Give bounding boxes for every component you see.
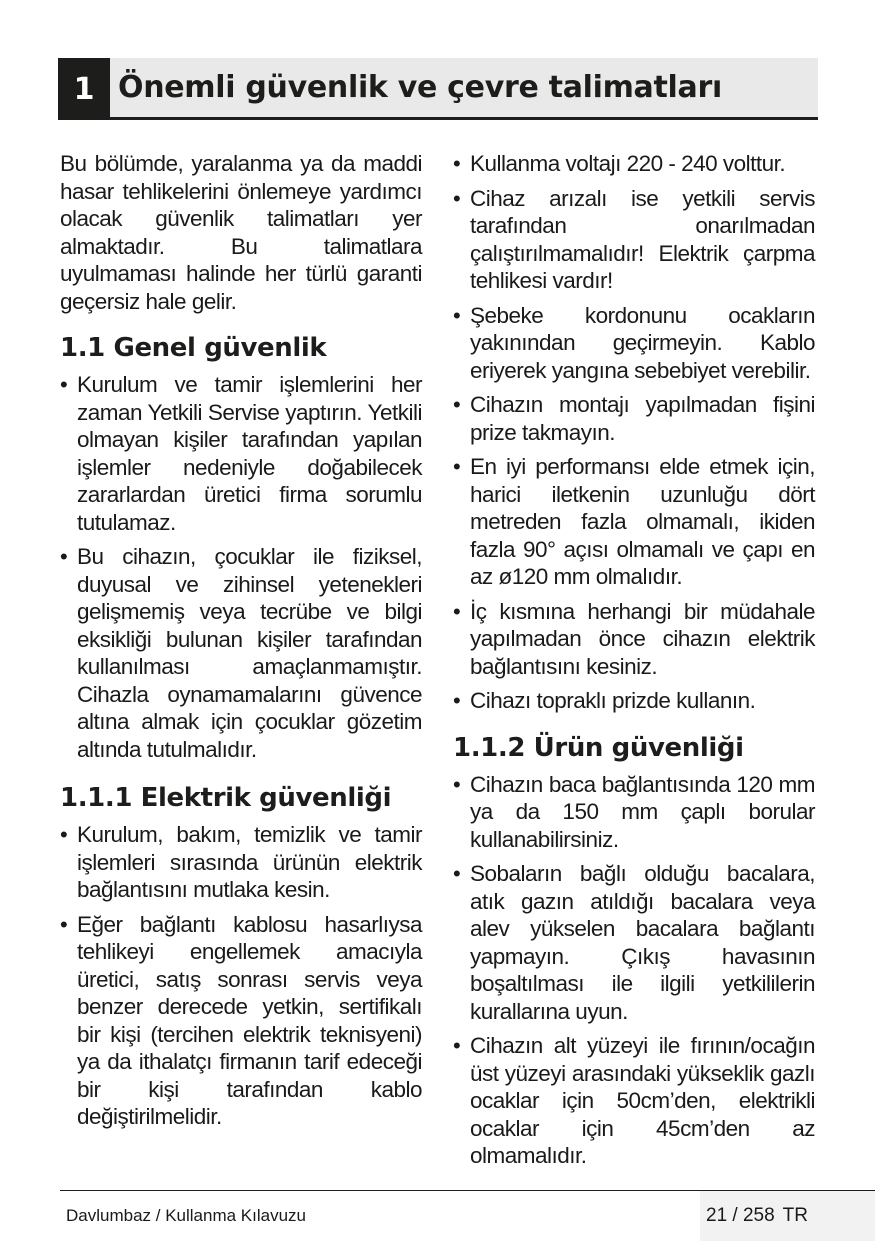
left-column: [60, 150, 422, 1138]
list-item: • En iyi performansı elde etmek için, harici iletkenin uzunluğu dört metreden fazla olmamalı, ikiden fazla 90° açısı olmamalı ve çapı en az ø120 mm olmalıdır.: [453, 453, 815, 591]
language-code: TR: [782, 1205, 808, 1226]
list-item: • Cihazın montajı yapılmadan fişini prize takmayın.: [453, 391, 815, 446]
heading-product-safety: 1.1.2 Ürün güvenliği: [453, 732, 744, 763]
electrical-safety-list: [60, 821, 422, 1131]
heading-general-safety: 1.1 Genel güvenlik: [60, 333, 327, 363]
footer-page-info: [700, 1191, 875, 1241]
intro-paragraph: Bu bölümde, yaralanma ya da maddi hasar tehlikelerini önlemeye yardımcı olacak güvenlik talimatları yer almaktadır. Bu talimatlara uyulmaması halinde her türlü garanti geçersiz hale gelir.: [60, 151, 422, 314]
chapter-title: Önemli güvenlik ve çevre talimatları: [110, 58, 818, 120]
list-item: • İç kısmına herhangi bir müdahale yapılmadan önce cihazın elektrik bağlantısını kesiniz.: [453, 598, 815, 681]
list-item: • Cihaz arızalı ise yetkili servis tarafından onarılmadan çalıştırılmamalıdır! Elektrik çarpma tehlikesi vardır!: [453, 185, 815, 295]
list-item: • Kullanma voltajı 220 - 240 volttur.: [453, 150, 815, 178]
page-number: 21 / 258: [706, 1205, 775, 1226]
list-item: • Eğer bağlantı kablosu hasarlıysa tehlikeyi engellemek amacıyla üretici, satış sonrası servis veya benzer derecede yetkin, sertifikalı bir kişi (tercihen elektrik teknisyeni) ya da ithalatçı firmanın tarif edeceği bir kişi tarafından kablo değiştirilmelidir.: [60, 911, 422, 1131]
electrical-safety-list-continued: [453, 150, 815, 715]
list-item: • Kurulum, bakım, temizlik ve tamir işlemleri sırasında ürünün elektrik bağlantısını mutlaka kesin.: [60, 821, 422, 904]
list-item: • Cihazın baca bağlantısında 120 mm ya da 150 mm çaplı borular kullanabilirsiniz.: [453, 771, 815, 854]
footer-document-title: Davlumbaz / Kullanma Kılavuzu: [66, 1206, 307, 1225]
general-safety-list: [60, 371, 422, 763]
list-item: • Sobaların bağlı olduğu bacalara, atık gazın atıldığı bacalara veya alev yükselen bacalara bağlantı yapmayın. Çıkış havasının boşaltılması ile ilgili yetkililerin kurallarına uyun.: [453, 860, 815, 1025]
right-column: [453, 150, 815, 1177]
list-item: • Cihazın alt yüzeyi ile fırının/ocağın üst yüzeyi arasındaki yükseklik gazlı ocaklar için 50cm’den, elektrikli ocaklar için 45cm’den az olmamalıdır.: [453, 1032, 815, 1170]
heading-electrical-safety: 1.1.1 Elektrik güvenliği: [60, 783, 392, 813]
chapter-header: [58, 58, 818, 120]
product-safety-list: [453, 771, 815, 1170]
list-item: • Kurulum ve tamir işlemlerini her zaman Yetkili Servise yaptırın. Yetkili olmayan kişiler tarafından yapılan işlemler nedeniyle doğabilecek zararlardan üretici firma sorumlu tutulamaz.: [60, 371, 422, 536]
list-item: • Şebeke kordonunu ocakların yakınından geçirmeyin. Kablo eriyerek yangına sebebiyet verebilir.: [453, 302, 815, 385]
chapter-number: 1: [58, 58, 110, 120]
list-item: • Bu cihazın, çocuklar ile fiziksel, duyusal ve zihinsel yetenekleri gelişmemiş veya tecrübe ve bilgi eksikliği bulunan kişiler tarafından kullanılması amaçlanmamıştır. Cihazla oynamamalarını güvence altına almak için çocuklar gözetim altında tutulmalıdır.: [60, 543, 422, 763]
list-item: • Cihazı topraklı prizde kullanın.: [453, 687, 815, 715]
